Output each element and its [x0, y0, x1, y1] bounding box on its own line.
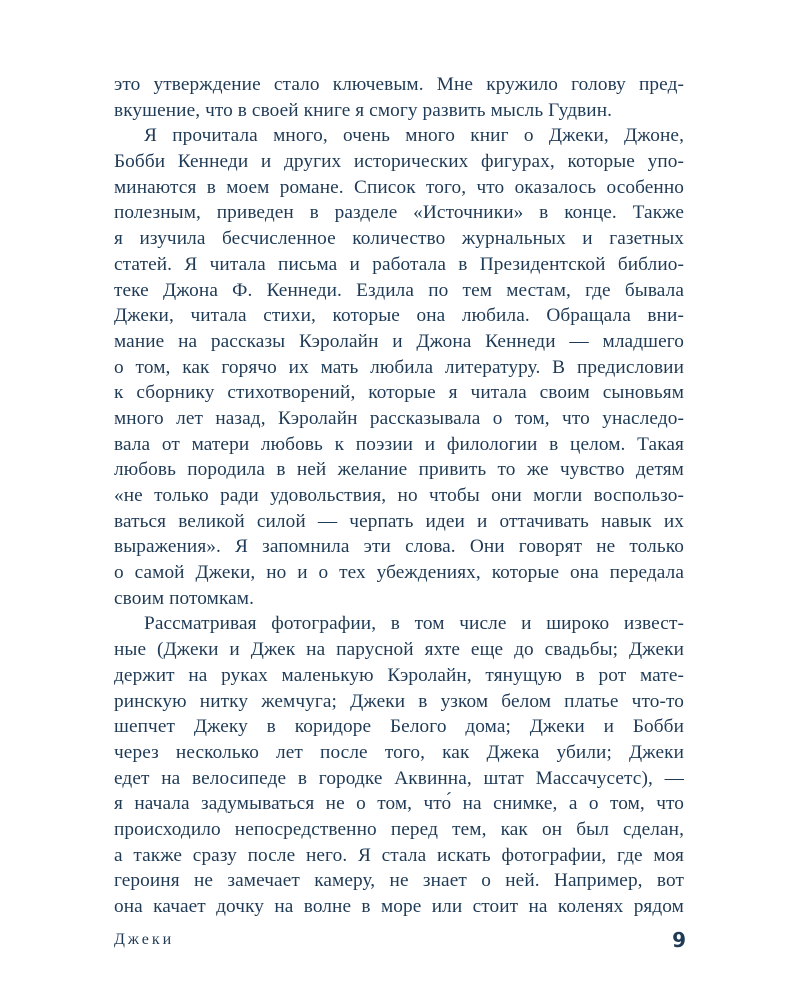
text-line: теке Джона Ф. Кеннеди. Ездила по тем местам, где бывала: [114, 279, 684, 301]
paragraph-2: [114, 123, 684, 611]
paragraph-3: [114, 611, 684, 919]
text-line: вкушение, что в своей книге я смогу развить мысль Гудвин.: [114, 99, 613, 121]
running-head: Джеки: [114, 931, 175, 948]
text-line: через несколько лет после того, как Джека убили; Джеки: [114, 741, 684, 763]
text-line: много лет назад, Кэролайн рассказывала о том, что унаследо-: [114, 407, 684, 429]
text-line: Я прочитала много, очень много книг о Джеки, Джоне,: [144, 125, 684, 147]
text-line: это утверждение стало ключевым. Мне кружило голову пред-: [114, 74, 684, 95]
text-line: минаются в моем романе. Список того, что оказалось особенно: [114, 176, 684, 198]
text-line: любовь породила в ней желание привить то же чувство детям: [114, 459, 684, 481]
text-line: ные (Джеки и Джек на парусной яхте еще до свадьбы; Джеки: [114, 639, 684, 661]
text-line: о том, как горячо их мать любила литературу. В предисловии: [114, 356, 684, 378]
paragraph-1: [114, 72, 684, 123]
text-line: к сборнику стихотворений, которые я читала своим сыновьям: [114, 382, 684, 404]
text-line: «не только ради удовольствия, но чтобы они могли воспользо-: [114, 485, 684, 506]
text-line: выражения». Я запомнила эти слова. Они говорят не только: [114, 536, 684, 558]
text-line: героиня не замечает камеру, не знает о ней. Например, вот: [114, 870, 684, 892]
text-line: вала от матери любовь к поэзии и филологии в целом. Такая: [114, 433, 684, 455]
text-line: она качает дочку на волне в море или стоит на коленях рядом: [114, 896, 684, 917]
text-line: ринскую нитку жемчуга; Джеки в узком белом платье что-то: [114, 690, 684, 712]
page-footer: [114, 925, 686, 955]
text-line: полезным, приведен в разделе «Источники» в конце. Также: [114, 202, 684, 224]
text-line: а также сразу после него. Я стала искать фотографии, где моя: [114, 844, 684, 866]
text-line: своим потомкам.: [114, 587, 255, 609]
page-body: [114, 72, 684, 920]
page-number: 9: [672, 928, 686, 952]
text-line: Джеки, читала стихи, которые она любила. Обращала вни-: [114, 305, 684, 327]
text-line: шепчет Джеку в коридоре Белого дома; Джеки и Бобби: [114, 716, 684, 738]
text-line: я изучила бесчисленное количество журнальных и газетных: [114, 228, 684, 250]
text-line: держит на руках маленькую Кэролайн, тянущую в рот мате-: [114, 664, 684, 686]
text-line: мание на рассказы Кэролайн и Джона Кеннеди — младшего: [114, 330, 684, 352]
text-line: я начала задумываться не о том, что́ на снимке, а о том, что: [114, 793, 684, 815]
text-line: о самой Джеки, но и о тех убеждениях, которые она передала: [114, 562, 684, 584]
text-line: происходило непосредственно перед тем, как он был сделан,: [114, 818, 684, 840]
text-line: ваться великой силой — черпать идеи и оттачивать навык их: [114, 510, 684, 532]
text-line: едет на велосипеде в городке Аквинна, штат Массачусетс), —: [114, 767, 684, 789]
text-line: Бобби Кеннеди и других исторических фигурах, которые упо-: [114, 151, 684, 173]
text-line: Рассматривая фотографии, в том числе и широко извест-: [144, 613, 684, 635]
text-line: статей. Я читала письма и работала в Президентской библио-: [114, 253, 684, 275]
